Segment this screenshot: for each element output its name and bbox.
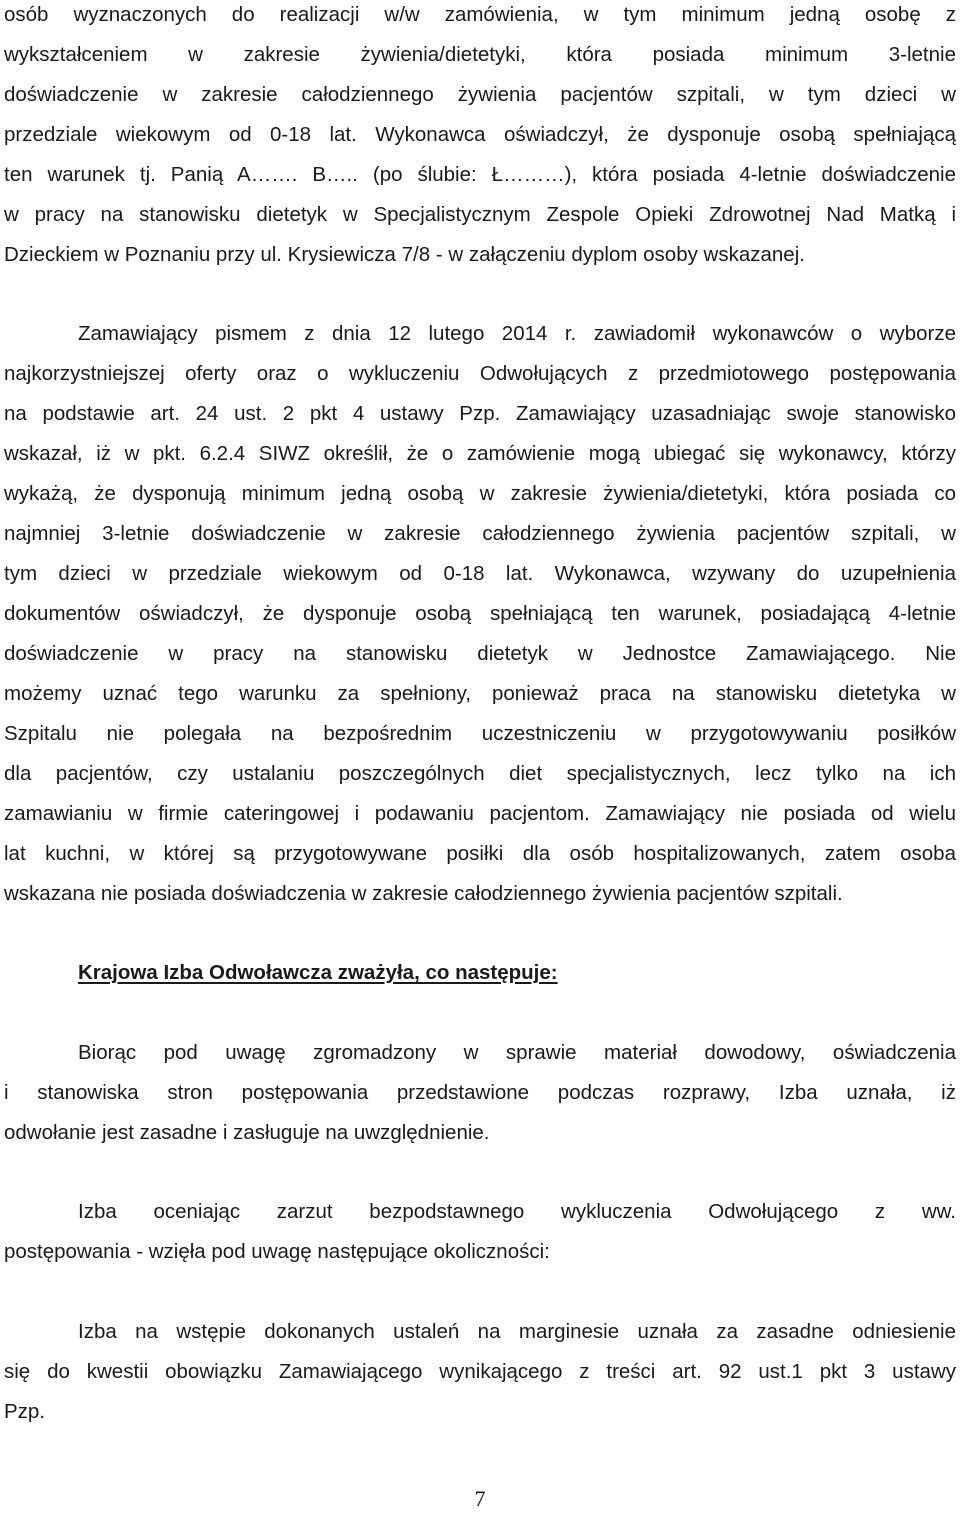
text-line: w pracy na stanowisku dietetyk w Specjalistycznym Zespole Opieki Zdrowotnej Nad Matką i — [4, 203, 956, 226]
text-line: Zamawiający pismem z dnia 12 lutego 2014 r. zawiadomił wykonawców o wyborze — [78, 322, 956, 345]
text-line: Szpitalu nie polegała na bezpośrednim uczestniczeniu w przygotowywaniu posiłków — [4, 722, 956, 745]
text-line: Biorąc pod uwagę zgromadzony w sprawie materiał dowodowy, oświadczenia — [78, 1041, 956, 1064]
text-line: możemy uznać tego warunku za spełniony, ponieważ praca na stanowisku dietetyka w — [4, 682, 956, 705]
text-line: zamawianiu w firmie cateringowej i podawaniu pacjentom. Zamawiający nie posiada od wielu — [4, 802, 956, 825]
text-line: wykażą, że dysponują minimum jedną osobą w zakresie żywienia/dietetyki, która posiada co — [4, 482, 956, 505]
text-line: dokumentów oświadczył, że dysponuje osobą spełniającą ten warunek, posiadającą 4-letnie — [4, 602, 956, 625]
text-line: najkorzystniejszej oferty oraz o wykluczeniu Odwołujących z przedmiotowego postępowania — [4, 362, 956, 385]
section-heading: Krajowa Izba Odwoławcza zważyła, co następuje: — [78, 961, 558, 984]
text-line: osób wyznaczonych do realizacji w/w zamówienia, w tym minimum jedną osobę z — [4, 3, 956, 26]
text-line: wykształceniem w zakresie żywienia/dietetyki, która posiada minimum 3-letnie — [4, 43, 956, 66]
page-number: 7 — [474, 1486, 486, 1511]
text-line: doświadczenie w zakresie całodziennego żywienia pacjentów szpitali, w tym dzieci w — [4, 83, 956, 106]
text-line: najmniej 3-letnie doświadczenie w zakresie całodziennego żywienia pacjentów szpitali, w — [4, 522, 956, 545]
text-line: odwołanie jest zasadne i zasługuje na uwzględnienie. — [4, 1121, 490, 1144]
text-line: tym dzieci w przedziale wiekowym od 0-18 lat. Wykonawca, wzywany do uzupełnienia — [4, 562, 956, 585]
text-line: Izba na wstępie dokonanych ustaleń na marginesie uznała za zasadne odniesienie — [78, 1320, 956, 1343]
text-line: Izba oceniając zarzut bezpodstawnego wykluczenia Odwołującego z ww. — [78, 1200, 956, 1223]
text-line: Pzp. — [4, 1400, 46, 1423]
text-line: wskazał, iż w pkt. 6.2.4 SIWZ określił, że o zamówienie mogą ubiegać się wykonawcy, którzy — [4, 442, 956, 465]
text-line: wskazana nie posiada doświadczenia w zakresie całodziennego żywienia pacjentów szpitali. — [4, 882, 843, 905]
text-line: postępowania - wzięła pod uwagę następujące okoliczności: — [4, 1240, 550, 1263]
text-line: lat kuchni, w której są przygotowywane posiłki dla osób hospitalizowanych, zatem osoba — [4, 842, 956, 865]
text-line: na podstawie art. 24 ust. 2 pkt 4 ustawy Pzp. Zamawiający uzasadniając swoje stanowisko — [4, 402, 956, 425]
text-line: się do kwestii obowiązku Zamawiającego wynikającego z treści art. 92 ust.1 pkt 3 ustawy — [4, 1360, 956, 1383]
text-line: Dzieckiem w Poznaniu przy ul. Krysiewicza 7/8 - w załączeniu dyplom osoby wskazanej. — [4, 243, 805, 266]
text-line: dla pacjentów, czy ustalaniu poszczególnych diet specjalistycznych, lecz tylko na ich — [4, 762, 956, 785]
text-line: przedziale wiekowym od 0-18 lat. Wykonawca oświadczył, że dysponuje osobą spełniającą — [4, 123, 956, 146]
text-line: i stanowiska stron postępowania przedstawione podczas rozprawy, Izba uznała, iż — [4, 1081, 956, 1104]
text-line: ten warunek tj. Panią A……. B….. (po ślubie: Ł………), która posiada 4-letnie doświadczenie — [4, 163, 956, 186]
text-line: doświadczenie w pracy na stanowisku dietetyk w Jednostce Zamawiającego. Nie — [4, 642, 956, 665]
